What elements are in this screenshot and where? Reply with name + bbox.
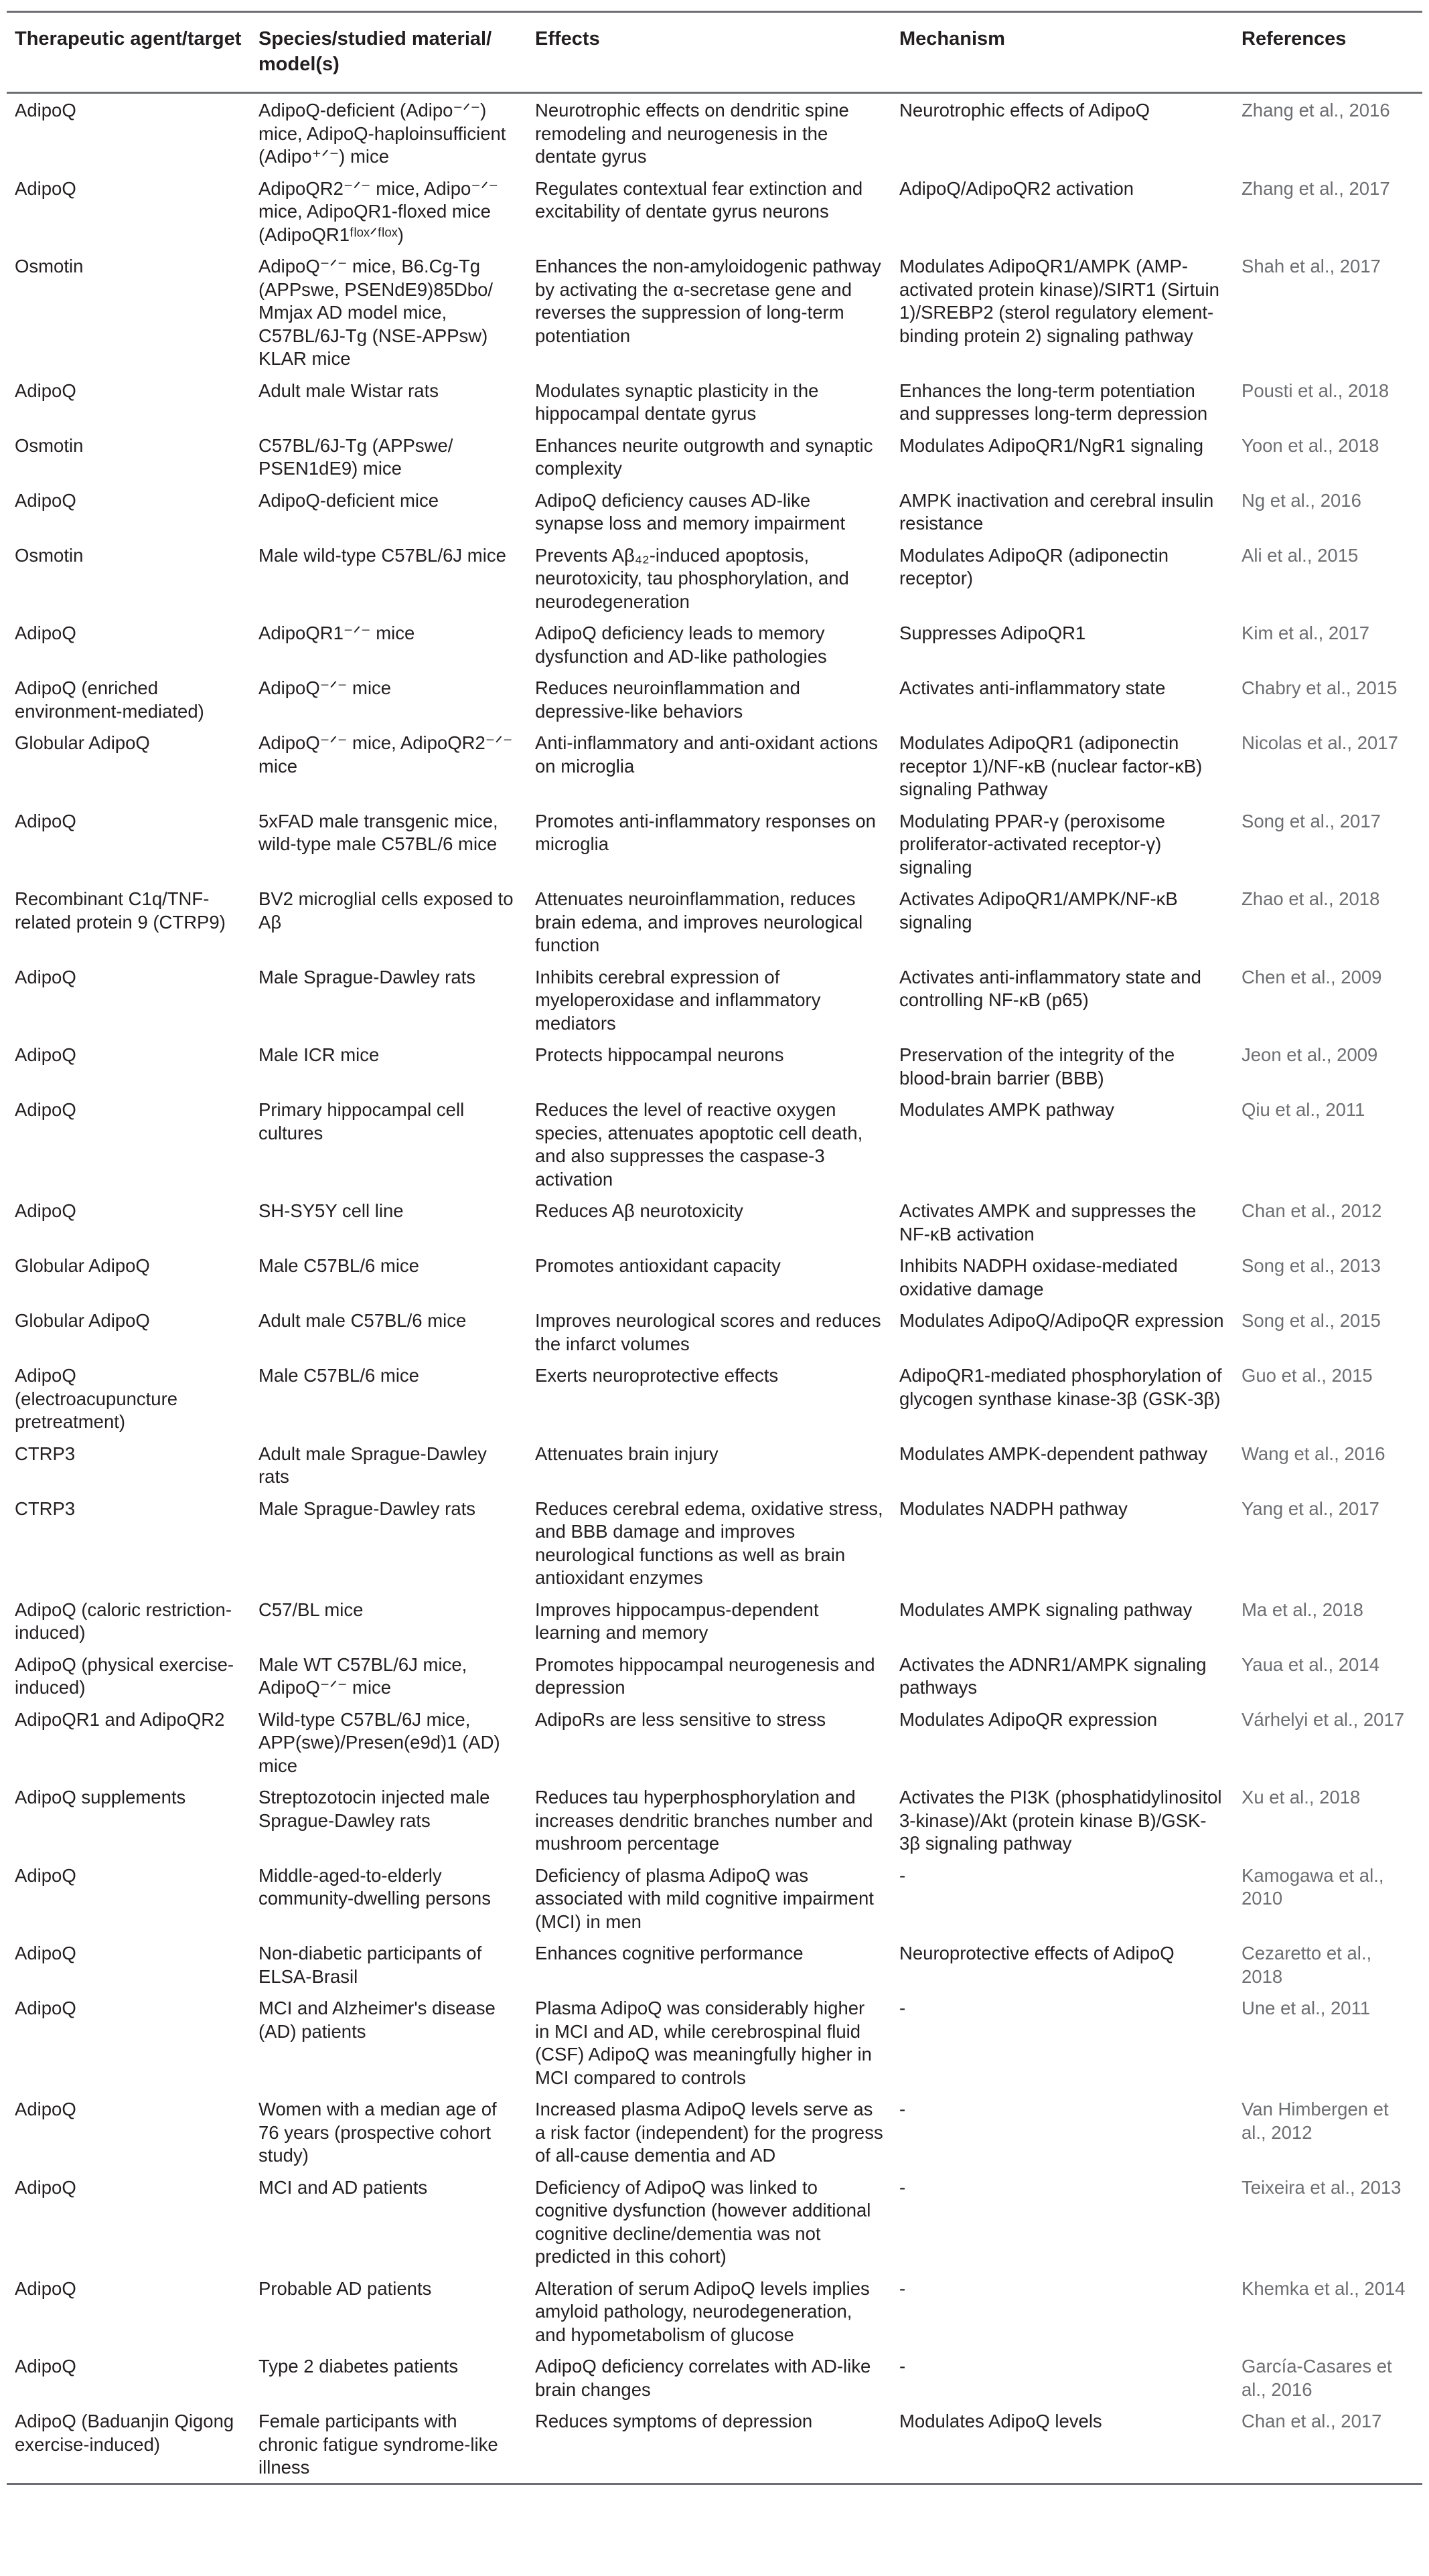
cell-species: Middle-aged-to-elderly community-dwelling persons (258, 1864, 491, 1909)
table-row (7, 93, 1422, 172)
cell-agent: AdipoQ (15, 623, 76, 643)
cell-agent: AdipoQ (15, 1099, 76, 1120)
table-row (7, 2171, 1422, 2272)
table-row (7, 1359, 1422, 1437)
cell-species: Adult male Sprague-Dawley rats (258, 1443, 487, 1487)
cell-effects: Reduces the level of reactive oxygen species, attenuates apoptotic cell death, and also suppresses the caspase-3 activation (535, 1099, 863, 1190)
cell-species: Women with a median age of 76 years (prospective cohort study) (258, 2099, 497, 2166)
cell-species: C57BL/6J-Tg (APPswe/ PSEN1dE9) mice (258, 434, 453, 479)
cell-mechanism: Modulates AMPK pathway (899, 1099, 1115, 1120)
cell-agent: AdipoQ (15, 2356, 76, 2377)
cell-effects: Promotes anti-inflammatory responses on microglia (535, 810, 876, 854)
cell-mechanism: Neurotrophic effects of AdipoQ (899, 100, 1150, 120)
cell-reference[interactable]: Zhang et al., 2017 (1242, 177, 1390, 199)
cell-effects: Deficiency of AdipoQ was linked to cognitive dysfunction (however additional cognitive decline/dementia was not predicted in this cohort) (535, 2176, 871, 2267)
cell-mechanism: - (899, 2176, 906, 2198)
cell-reference[interactable]: Qiu et al., 2011 (1242, 1099, 1365, 1120)
data-table (7, 11, 1422, 2485)
cell-agent: AdipoQ (15, 810, 76, 831)
cell-species: Male C57BL/6 mice (258, 1255, 419, 1276)
cell-reference[interactable]: Guo et al., 2015 (1242, 1365, 1373, 1386)
cell-reference[interactable]: Van Himbergen et al., 2012 (1242, 2099, 1389, 2143)
cell-effects: Promotes hippocampal neurogenesis and depression (535, 1654, 875, 1698)
cell-agent: AdipoQ (electroacupuncture pretreatment) (15, 1365, 178, 1432)
table-row (7, 374, 1422, 429)
table-row (7, 671, 1422, 726)
cell-agent: AdipoQ (15, 1998, 76, 2018)
cell-mechanism: Activates AdipoQR1/AMPK/NF-κB signaling (899, 888, 1178, 933)
cell-reference[interactable]: Jeon et al., 2009 (1242, 1044, 1378, 1065)
cell-reference[interactable]: Chan et al., 2012 (1242, 1200, 1382, 1221)
table-row (7, 961, 1422, 1039)
cell-species: Streptozotocin injected male Sprague-Dawley rats (258, 1787, 490, 1831)
cell-species: BV2 microglial cells exposed to Aβ (258, 888, 514, 933)
header-species: Species/studied material/ model(s) (258, 28, 492, 75)
cell-mechanism: Activates anti-inflammatory state (899, 677, 1166, 698)
header-row (7, 12, 1422, 93)
cell-species: Primary hippocampal cell cultures (258, 1099, 465, 1143)
cell-species: AdipoQ-deficient (Adipo⁻ᐟ⁻) mice, AdipoQ-haploinsufficient (Adipo⁺ᐟ⁻) mice (258, 100, 506, 167)
cell-agent: AdipoQ (15, 380, 76, 401)
cell-effects: Regulates contextual fear extinction and excitability of dentate gyrus neurons (535, 177, 863, 222)
table-row (7, 1781, 1422, 1859)
cell-species: Non-diabetic participants of ELSA-Brasil (258, 1943, 482, 1987)
cell-mechanism: Modulates NADPH pathway (899, 1498, 1128, 1519)
cell-agent: AdipoQ (caloric restriction-induced) (15, 1599, 232, 1643)
cell-reference[interactable]: García-Casares et al., 2016 (1242, 2356, 1392, 2400)
cell-reference[interactable]: Ali et al., 2015 (1242, 544, 1359, 566)
cell-species: C57/BL mice (258, 1599, 364, 1620)
cell-mechanism: Modulates AdipoQ/AdipoQR expression (899, 1310, 1224, 1331)
cell-effects: AdipoRs are less sensitive to stress (535, 1708, 826, 1730)
cell-reference[interactable]: Kamogawa et al., 2010 (1242, 1864, 1384, 1909)
table-row (7, 484, 1422, 539)
table-row (7, 429, 1422, 484)
cell-mechanism: Enhances the long-term potentiation and suppresses long-term depression (899, 380, 1208, 424)
cell-mechanism: - (899, 1998, 906, 2018)
cell-effects: Plasma AdipoQ was considerably higher in MCI and AD, while cerebrospinal fluid (CSF) AdipoQ was meaningfully higher in MCI compared to controls (535, 1998, 872, 2088)
cell-reference[interactable]: Song et al., 2013 (1242, 1255, 1381, 1276)
cell-species: AdipoQ⁻ᐟ⁻ mice, B6.Cg-Tg (APPswe, PSENdE9)85Dbo/ Mmjax AD model mice, C57BL/6J-Tg (NSE-APPsw) KLAR mice (258, 256, 494, 369)
cell-agent: AdipoQ (15, 489, 76, 511)
table-row (7, 172, 1422, 250)
cell-mechanism: Neuroprotective effects of AdipoQ (899, 1943, 1175, 1963)
cell-species: Probable AD patients (258, 2277, 432, 2299)
cell-effects: Enhances neurite outgrowth and synaptic complexity (535, 434, 873, 479)
cell-species: AdipoQR1⁻ᐟ⁻ mice (258, 623, 415, 643)
table-row (7, 1304, 1422, 1359)
cell-mechanism: Activates the PI3K (phosphatidylinositol 3-kinase)/Akt (protein kinase B)/GSK-3β signaling pathway (899, 1787, 1222, 1854)
cell-mechanism: AdipoQR1-mediated phosphorylation of glycogen synthase kinase-3β (GSK-3β) (899, 1365, 1222, 1409)
cell-agent: AdipoQ (15, 2099, 76, 2119)
cell-mechanism: Suppresses AdipoQR1 (899, 623, 1086, 643)
cell-effects: Modulates synaptic plasticity in the hippocampal dentate gyrus (535, 380, 819, 424)
table-row (7, 726, 1422, 805)
table-row (7, 1492, 1422, 1593)
cell-effects: Enhances the non-amyloidogenic pathway by activating the α-secretase gene and reverses the suppression of long-term potentiation (535, 256, 881, 346)
cell-mechanism: Preservation of the integrity of the blood-brain barrier (BBB) (899, 1044, 1175, 1089)
cell-agent: AdipoQ (15, 100, 76, 120)
cell-agent: Globular AdipoQ (15, 1255, 150, 1276)
cell-effects: Reduces tau hyperphosphorylation and increases dendritic branches number and mushroom percentage (535, 1787, 873, 1854)
table-row (7, 539, 1422, 617)
table-row (7, 1038, 1422, 1093)
cell-agent: Recombinant C1q/TNF-related protein 9 (CTRP9) (15, 888, 226, 933)
cell-species: Male WT C57BL/6J mice, AdipoQ⁻ᐟ⁻ mice (258, 1654, 467, 1698)
table-row (7, 1859, 1422, 1937)
cell-species: 5xFAD male transgenic mice, wild-type male C57BL/6 mice (258, 810, 498, 854)
cell-agent: Osmotin (15, 256, 84, 276)
cell-mechanism: - (899, 1864, 906, 1886)
cell-agent: Globular AdipoQ (15, 732, 150, 753)
cell-effects: Exerts neuroprotective effects (535, 1365, 779, 1386)
cell-agent: AdipoQ (15, 1943, 76, 1963)
cell-agent: AdipoQ (15, 2176, 76, 2198)
table-row (7, 1437, 1422, 1492)
cell-reference[interactable]: Cezaretto et al., 2018 (1242, 1943, 1372, 1987)
cell-mechanism: Modulates AdipoQR (adiponectin receptor) (899, 544, 1169, 588)
cell-effects: Prevents Aβ₄₂-induced apoptosis, neurotoxicity, tau phosphorylation, and neurodegeneration (535, 544, 849, 612)
cell-effects: Improves hippocampus-dependent learning and memory (535, 1599, 819, 1643)
cell-agent: AdipoQ (15, 177, 76, 199)
cell-agent: AdipoQ (physical exercise-induced) (15, 1654, 234, 1698)
cell-agent: Osmotin (15, 544, 84, 566)
cell-effects: Protects hippocampal neurons (535, 1044, 784, 1065)
cell-mechanism: Modulates AdipoQR1/NgR1 signaling (899, 434, 1204, 456)
header-agent: Therapeutic agent/target (15, 28, 242, 50)
table-row (7, 1703, 1422, 1781)
cell-reference[interactable]: Kim et al., 2017 (1242, 623, 1370, 643)
cell-effects: Improves neurological scores and reduces the infarct volumes (535, 1310, 881, 1354)
cell-agent: AdipoQ (15, 2277, 76, 2299)
cell-species: SH-SY5Y cell line (258, 1200, 404, 1221)
cell-effects: Neurotrophic effects on dendritic spine remodeling and neurogenesis in the dentate gyrus (535, 100, 849, 167)
cell-mechanism: Activates the ADNR1/AMPK signaling pathways (899, 1654, 1207, 1698)
cell-effects: Attenuates brain injury (535, 1443, 719, 1464)
header-references: References (1242, 28, 1347, 50)
cell-effects: Anti-inflammatory and anti-oxidant actions on microglia (535, 732, 879, 777)
cell-agent: Globular AdipoQ (15, 1310, 150, 1331)
cell-reference[interactable]: Yaua et al., 2014 (1242, 1654, 1379, 1675)
cell-agent: AdipoQ (15, 1864, 76, 1886)
cell-mechanism: Inhibits NADPH oxidase-mediated oxidative damage (899, 1255, 1178, 1299)
cell-species: MCI and Alzheimer's disease (AD) patients (258, 1998, 496, 2042)
table-row (7, 1249, 1422, 1304)
table-row (7, 1093, 1422, 1194)
cell-reference[interactable]: Yang et al., 2017 (1242, 1498, 1379, 1519)
table-row (7, 2272, 1422, 2350)
cell-effects: Alteration of serum AdipoQ levels implies amyloid pathology, neurodegeneration, and hypometabolism of glucose (535, 2277, 870, 2345)
cell-effects: Promotes antioxidant capacity (535, 1255, 781, 1276)
cell-effects: AdipoQ deficiency causes AD-like synapse loss and memory impairment (535, 489, 846, 534)
cell-species: Male ICR mice (258, 1044, 380, 1065)
cell-species: Male C57BL/6 mice (258, 1365, 419, 1386)
cell-effects: Attenuates neuroinflammation, reduces brain edema, and improves neurological function (535, 888, 863, 955)
cell-reference[interactable]: Ng et al., 2016 (1242, 489, 1361, 511)
cell-species: Adult male Wistar rats (258, 380, 439, 401)
cell-agent: CTRP3 (15, 1498, 76, 1519)
cell-effects: AdipoQ deficiency correlates with AD-like brain changes (535, 2356, 871, 2400)
cell-agent: AdipoQ (15, 966, 76, 987)
cell-effects: Inhibits cerebral expression of myeloperoxidase and inflammatory mediators (535, 966, 821, 1034)
cell-mechanism: - (899, 2356, 906, 2377)
cell-mechanism: Modulating PPAR-γ (peroxisome proliferator-activated receptor-γ) signaling (899, 810, 1165, 878)
cell-species: Male Sprague-Dawley rats (258, 966, 476, 987)
table-row (7, 1593, 1422, 1648)
cell-mechanism: - (899, 2277, 906, 2299)
cell-reference[interactable]: Pousti et al., 2018 (1242, 380, 1389, 401)
cell-agent: AdipoQ supplements (15, 1787, 186, 1807)
cell-agent: AdipoQ (Baduanjin Qigong exercise-induced) (15, 2411, 234, 2455)
cell-reference[interactable]: Chen et al., 2009 (1242, 966, 1382, 987)
cell-effects: Reduces cerebral edema, oxidative stress, and BBB damage and improves neurological functions as well as brain antioxidant enzymes (535, 1498, 883, 1588)
cell-effects: Enhances cognitive performance (535, 1943, 804, 1963)
table-row (7, 2405, 1422, 2484)
cell-reference[interactable]: Shah et al., 2017 (1242, 256, 1381, 276)
cell-agent: CTRP3 (15, 1443, 76, 1464)
cell-reference[interactable]: Song et al., 2015 (1242, 1310, 1381, 1331)
cell-effects: AdipoQ deficiency leads to memory dysfunction and AD-like pathologies (535, 623, 827, 667)
header-mechanism: Mechanism (899, 28, 1005, 50)
table-row (7, 250, 1422, 374)
cell-species: Type 2 diabetes patients (258, 2356, 459, 2377)
cell-reference[interactable]: Zhang et al., 2016 (1242, 100, 1390, 120)
table-row (7, 2093, 1422, 2171)
cell-mechanism: Modulates AdipoQR1/AMPK (AMP-activated protein kinase)/SIRT1 (Sirtuin 1)/SREBP2 (sterol regulatory element-binding protein 2) signaling pathway (899, 256, 1219, 346)
cell-effects: Reduces symptoms of depression (535, 2411, 813, 2431)
table-row (7, 1194, 1422, 1249)
cell-effects: Increased plasma AdipoQ levels serve as a risk factor (independent) for the progress of all-cause dementia and AD (535, 2099, 883, 2166)
cell-mechanism: AdipoQ/AdipoQR2 activation (899, 177, 1134, 199)
cell-effects: Reduces Aβ neurotoxicity (535, 1200, 743, 1221)
cell-mechanism: Activates anti-inflammatory state and controlling NF-κB (p65) (899, 966, 1201, 1010)
cell-mechanism: Activates AMPK and suppresses the NF-κB activation (899, 1200, 1197, 1244)
table-row (7, 617, 1422, 671)
table-row (7, 1992, 1422, 2093)
cell-species: Male Sprague-Dawley rats (258, 1498, 476, 1519)
cell-reference[interactable]: Nicolas et al., 2017 (1242, 732, 1398, 753)
cell-reference[interactable]: Zhao et al., 2018 (1242, 888, 1380, 909)
header-effects: Effects (535, 28, 600, 50)
table-row (7, 1648, 1422, 1703)
cell-mechanism: Modulates AdipoQR expression (899, 1708, 1158, 1730)
cell-reference[interactable]: Chan et al., 2017 (1242, 2411, 1382, 2431)
table-header (7, 12, 1422, 93)
cell-species: Male wild-type C57BL/6J mice (258, 544, 506, 566)
cell-mechanism: Modulates AMPK-dependent pathway (899, 1443, 1208, 1464)
cell-species: AdipoQ⁻ᐟ⁻ mice, AdipoQR2⁻ᐟ⁻ mice (258, 732, 513, 777)
cell-agent: AdipoQ (15, 1200, 76, 1221)
table-body (7, 93, 1422, 2484)
cell-mechanism: AMPK inactivation and cerebral insulin resistance (899, 489, 1214, 534)
cell-reference[interactable]: Yoon et al., 2018 (1242, 434, 1379, 456)
cell-reference[interactable]: Várhelyi et al., 2017 (1242, 1708, 1405, 1730)
table-row (7, 2350, 1422, 2405)
cell-species: Female participants with chronic fatigue syndrome-like illness (258, 2411, 498, 2478)
table-row (7, 882, 1422, 961)
cell-effects: Reduces neuroinflammation and depressive-like behaviors (535, 677, 800, 722)
cell-species: AdipoQ⁻ᐟ⁻ mice (258, 677, 392, 698)
cell-reference[interactable]: Ma et al., 2018 (1242, 1599, 1363, 1620)
cell-mechanism: Modulates AdipoQ levels (899, 2411, 1102, 2431)
cell-agent: AdipoQ (15, 1044, 76, 1065)
cell-agent: AdipoQR1 and AdipoQR2 (15, 1708, 225, 1730)
cell-species: MCI and AD patients (258, 2176, 428, 2198)
cell-agent: Osmotin (15, 434, 84, 456)
cell-reference[interactable]: Song et al., 2017 (1242, 810, 1381, 831)
cell-effects: Deficiency of plasma AdipoQ was associated with mild cognitive impairment (MCI) in men (535, 1864, 874, 1932)
cell-species: Wild-type C57BL/6J mice, APP(swe)/Presen(e9d)1 (AD) mice (258, 1708, 500, 1776)
cell-agent: AdipoQ (enriched environment-mediated) (15, 677, 204, 722)
cell-reference[interactable]: Une et al., 2011 (1242, 1998, 1371, 2018)
cell-reference[interactable]: Chabry et al., 2015 (1242, 677, 1398, 698)
cell-species: Adult male C57BL/6 mice (258, 1310, 467, 1331)
cell-reference[interactable]: Xu et al., 2018 (1242, 1787, 1361, 1807)
table-row (7, 1937, 1422, 1992)
cell-reference[interactable]: Teixeira et al., 2013 (1242, 2176, 1402, 2198)
cell-reference[interactable]: Wang et al., 2016 (1242, 1443, 1385, 1464)
cell-mechanism: Modulates AMPK signaling pathway (899, 1599, 1193, 1620)
cell-mechanism: - (899, 2099, 906, 2119)
cell-mechanism: Modulates AdipoQR1 (adiponectin receptor 1)/NF-κB (nuclear factor-κB) signaling Pathway (899, 732, 1203, 799)
cell-reference[interactable]: Khemka et al., 2014 (1242, 2277, 1406, 2299)
cell-species: AdipoQ-deficient mice (258, 489, 439, 511)
table-row (7, 805, 1422, 883)
cell-species: AdipoQR2⁻ᐟ⁻ mice, Adipo⁻ᐟ⁻ mice, AdipoQR1-floxed mice (AdipoQR1ᶠˡᵒˣᐟᶠˡᵒˣ) (258, 177, 499, 245)
